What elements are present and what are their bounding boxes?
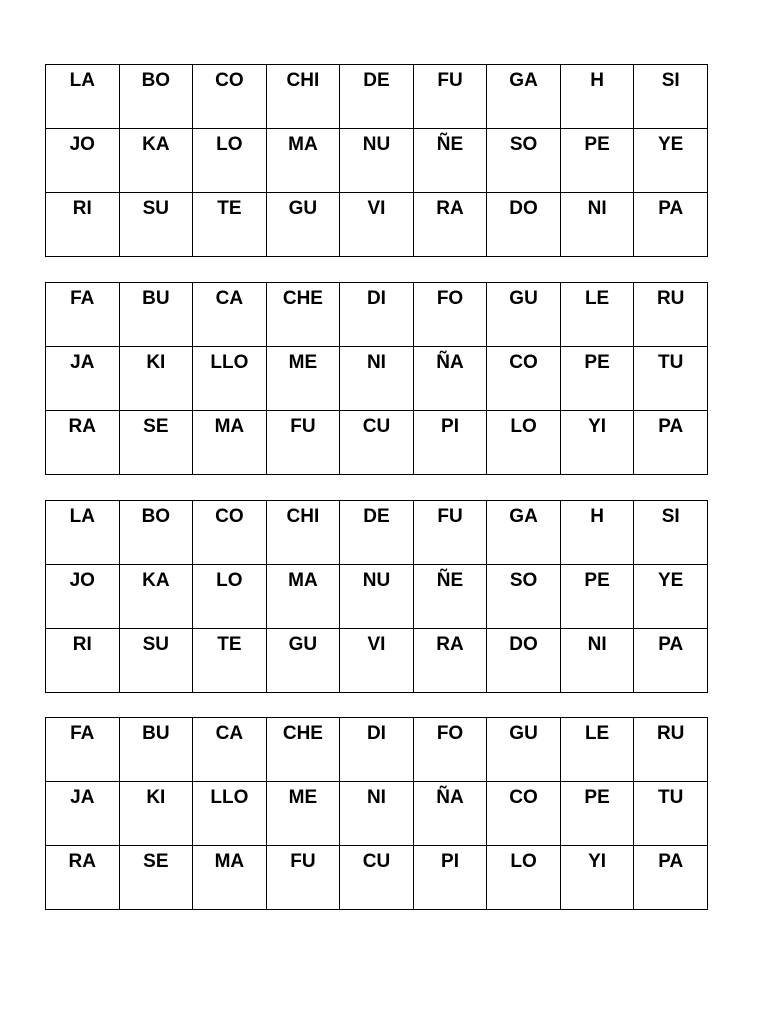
syllable-text: RA [436, 198, 464, 219]
syllable-cell [560, 782, 634, 846]
syllable-cell [634, 129, 708, 193]
syllable-cell [634, 846, 708, 910]
syllable-text: SU [142, 634, 170, 655]
syllable-cell [413, 565, 487, 629]
syllable-cell [193, 283, 267, 347]
syllable-text: FA [70, 288, 95, 309]
syllable-cell [193, 347, 267, 411]
syllable-text: RA [68, 416, 96, 437]
syllable-text: CHI [286, 506, 320, 527]
syllable-cell [46, 846, 120, 910]
syllable-cell [634, 65, 708, 129]
syllable-text: RA [68, 851, 96, 872]
syllable-cell [413, 193, 487, 257]
syllable-cell [340, 846, 414, 910]
syllable-text: PI [441, 851, 459, 872]
syllable-cell [46, 283, 120, 347]
syllable-text: BU [142, 723, 170, 744]
syllable-text: YI [588, 416, 607, 437]
syllable-cell [340, 193, 414, 257]
table-row [46, 718, 708, 782]
syllable-text: BO [141, 70, 171, 91]
syllable-text: CU [362, 851, 391, 872]
syllable-cell [46, 411, 120, 475]
syllable-cell [266, 65, 340, 129]
syllable-text: FU [437, 70, 463, 91]
syllable-text: KI [146, 352, 166, 373]
syllable-text: ÑA [436, 787, 464, 808]
syllable-cell [634, 718, 708, 782]
syllable-text: RI [72, 198, 92, 219]
syllable-cell [266, 782, 340, 846]
syllable-text: PE [584, 134, 610, 155]
syllable-cell [413, 846, 487, 910]
syllable-text: VI [367, 198, 386, 219]
syllable-cell [560, 565, 634, 629]
syllable-text: ME [288, 352, 318, 373]
syllable-text: CHE [282, 288, 323, 309]
syllable-cell [193, 846, 267, 910]
syllable-cell [193, 411, 267, 475]
syllable-text: PE [584, 352, 610, 373]
syllable-cell [46, 347, 120, 411]
syllable-cell [634, 347, 708, 411]
syllable-text: DI [366, 288, 386, 309]
syllable-cell [487, 629, 561, 693]
syllable-cell [487, 411, 561, 475]
syllable-cell [119, 65, 193, 129]
syllable-text: H [590, 506, 604, 527]
syllable-text: PE [584, 787, 610, 808]
syllable-cell [560, 129, 634, 193]
syllable-text: GA [509, 506, 538, 527]
syllable-text: KI [146, 787, 166, 808]
table-row [46, 501, 708, 565]
syllable-text: NI [587, 198, 607, 219]
syllable-cell [340, 65, 414, 129]
syllable-cell [119, 129, 193, 193]
syllable-cell [266, 129, 340, 193]
syllable-text: MA [288, 134, 318, 155]
syllable-text: LO [216, 570, 243, 591]
syllable-cell [266, 193, 340, 257]
syllable-text: CO [509, 352, 538, 373]
syllable-text: LLO [210, 787, 249, 808]
syllable-cell [193, 565, 267, 629]
syllable-text: TU [658, 352, 684, 373]
syllable-text: DO [509, 198, 538, 219]
syllable-text: NU [362, 570, 391, 591]
syllable-text: MA [288, 570, 318, 591]
table-row [46, 129, 708, 193]
syllable-text: CO [509, 787, 538, 808]
syllable-text: RI [72, 634, 92, 655]
syllable-cell [634, 411, 708, 475]
syllable-text: FO [436, 288, 464, 309]
syllable-cell [413, 501, 487, 565]
table-row [46, 629, 708, 693]
syllable-text: NI [366, 787, 386, 808]
table-row [46, 193, 708, 257]
syllable-cell [487, 347, 561, 411]
table-row [46, 65, 708, 129]
syllable-cell [340, 782, 414, 846]
syllable-table [45, 500, 708, 693]
table-row [46, 347, 708, 411]
syllable-cell [266, 565, 340, 629]
syllable-cell [119, 629, 193, 693]
syllable-cell [266, 718, 340, 782]
syllable-cell [193, 501, 267, 565]
syllable-cell [560, 846, 634, 910]
syllable-cell [340, 347, 414, 411]
syllable-text: NI [587, 634, 607, 655]
syllable-cell [193, 65, 267, 129]
syllable-cell [487, 501, 561, 565]
syllable-cell [487, 782, 561, 846]
syllable-text: DO [509, 634, 538, 655]
syllable-text: NU [362, 134, 391, 155]
syllable-text: MA [214, 851, 245, 872]
syllable-text: FO [436, 723, 464, 744]
syllable-cell [413, 411, 487, 475]
syllable-cell [340, 629, 414, 693]
syllable-cell [340, 411, 414, 475]
syllable-text: PA [658, 851, 684, 872]
syllable-cell [119, 411, 193, 475]
syllable-text: SI [661, 506, 680, 527]
syllable-cell [193, 782, 267, 846]
syllable-text: DE [363, 70, 390, 91]
syllable-cell [487, 846, 561, 910]
syllable-cell [266, 501, 340, 565]
syllable-cell [266, 846, 340, 910]
syllable-cell [119, 718, 193, 782]
syllable-text: LA [69, 70, 95, 91]
syllable-text: BU [142, 288, 170, 309]
syllable-cell [634, 283, 708, 347]
syllable-cell [560, 193, 634, 257]
syllable-cell [340, 129, 414, 193]
syllable-cell [487, 129, 561, 193]
syllable-text: LE [584, 723, 610, 744]
table-row [46, 846, 708, 910]
syllable-text: PA [658, 634, 684, 655]
syllable-cell [487, 65, 561, 129]
syllable-text: RA [436, 634, 464, 655]
syllable-cell [193, 193, 267, 257]
syllable-cell [340, 501, 414, 565]
syllable-text: SI [661, 70, 680, 91]
syllable-cell [634, 193, 708, 257]
syllable-cell [119, 283, 193, 347]
syllable-cell [193, 629, 267, 693]
syllable-table [45, 717, 708, 910]
syllable-cell [119, 347, 193, 411]
syllable-text: RU [656, 288, 685, 309]
syllable-text: JA [70, 787, 95, 808]
syllable-text: SU [142, 198, 170, 219]
syllable-text: ÑE [436, 134, 464, 155]
syllable-cell [266, 347, 340, 411]
syllable-text: CHE [282, 723, 323, 744]
syllable-text: FA [70, 723, 95, 744]
syllable-text: LO [510, 851, 537, 872]
table-row [46, 565, 708, 629]
syllable-cell [46, 65, 120, 129]
syllable-text: CA [215, 723, 244, 744]
syllable-cell [46, 129, 120, 193]
syllable-cell [46, 193, 120, 257]
syllable-cell [193, 718, 267, 782]
syllable-text: ÑE [436, 570, 464, 591]
syllable-text: PE [584, 570, 610, 591]
syllable-text: YE [658, 134, 684, 155]
syllable-text: CO [215, 506, 244, 527]
syllable-cell [46, 718, 120, 782]
syllable-text: CHI [286, 70, 320, 91]
syllable-text: KA [142, 570, 170, 591]
syllable-text: GU [509, 723, 538, 744]
syllable-cell [487, 283, 561, 347]
syllable-text: KA [142, 134, 170, 155]
syllable-cell [413, 629, 487, 693]
syllable-text: SE [143, 851, 169, 872]
syllable-text: DE [363, 506, 390, 527]
syllable-text: LLO [210, 352, 249, 373]
syllable-text: TU [658, 787, 684, 808]
syllable-cell [560, 347, 634, 411]
syllable-cell [340, 718, 414, 782]
syllable-text: ÑA [436, 352, 464, 373]
syllable-cell [487, 565, 561, 629]
syllable-cell [266, 283, 340, 347]
syllable-cell [266, 629, 340, 693]
syllable-cell [340, 283, 414, 347]
syllable-cell [119, 565, 193, 629]
syllable-cell [340, 565, 414, 629]
syllable-text: ME [288, 787, 318, 808]
syllable-cell [46, 782, 120, 846]
syllable-text: YI [588, 851, 607, 872]
syllable-cell [119, 846, 193, 910]
table-row [46, 283, 708, 347]
syllable-text: JO [69, 134, 95, 155]
syllable-cell [413, 65, 487, 129]
syllable-text: LE [584, 288, 610, 309]
syllable-text: LA [69, 506, 95, 527]
syllable-cell [413, 283, 487, 347]
syllable-cell [634, 565, 708, 629]
syllable-cell [487, 718, 561, 782]
syllable-text: SO [509, 570, 538, 591]
syllable-text: PA [658, 416, 684, 437]
syllable-cell [560, 629, 634, 693]
syllable-text: CU [362, 416, 391, 437]
syllable-cell [487, 193, 561, 257]
table-row [46, 411, 708, 475]
syllable-cell [634, 501, 708, 565]
table-row [46, 782, 708, 846]
syllable-text: GU [509, 288, 538, 309]
syllable-text: PA [658, 198, 684, 219]
syllable-text: BO [141, 506, 171, 527]
syllable-text: FU [437, 506, 463, 527]
syllable-cell [46, 501, 120, 565]
syllable-text: FU [290, 416, 316, 437]
syllable-text: CO [215, 70, 244, 91]
syllable-cell [119, 193, 193, 257]
syllable-cell [560, 65, 634, 129]
syllable-text: TE [217, 198, 242, 219]
syllable-cell [560, 718, 634, 782]
syllable-cell [46, 629, 120, 693]
syllable-cell [413, 129, 487, 193]
syllable-cell [413, 718, 487, 782]
syllable-text: H [590, 70, 604, 91]
syllable-table [45, 282, 708, 475]
syllable-text: YE [658, 570, 684, 591]
syllable-cell [46, 565, 120, 629]
syllable-cell [634, 629, 708, 693]
syllable-text: GU [288, 198, 318, 219]
syllable-text: NI [366, 352, 386, 373]
syllable-text: PI [441, 416, 459, 437]
syllable-text: MA [214, 416, 245, 437]
syllable-text: GA [509, 70, 538, 91]
syllable-table [45, 64, 708, 257]
syllable-text: DI [366, 723, 386, 744]
syllable-text: JO [69, 570, 95, 591]
syllable-cell [560, 501, 634, 565]
syllable-cell [560, 411, 634, 475]
syllable-text: VI [367, 634, 386, 655]
syllable-text: CA [215, 288, 244, 309]
syllable-text: LO [510, 416, 537, 437]
syllable-cell [119, 782, 193, 846]
syllable-text: TE [217, 634, 242, 655]
syllable-text: RU [656, 723, 685, 744]
syllable-text: FU [290, 851, 316, 872]
syllable-cell [634, 782, 708, 846]
syllable-cell [413, 347, 487, 411]
syllable-cell [413, 782, 487, 846]
syllable-cell [193, 129, 267, 193]
syllable-text: SE [143, 416, 169, 437]
syllable-text: GU [288, 634, 318, 655]
syllable-cell [119, 501, 193, 565]
syllable-text: LO [216, 134, 243, 155]
syllable-text: SO [509, 134, 538, 155]
syllable-text: JA [70, 352, 95, 373]
syllable-cell [266, 411, 340, 475]
syllable-cell [560, 283, 634, 347]
